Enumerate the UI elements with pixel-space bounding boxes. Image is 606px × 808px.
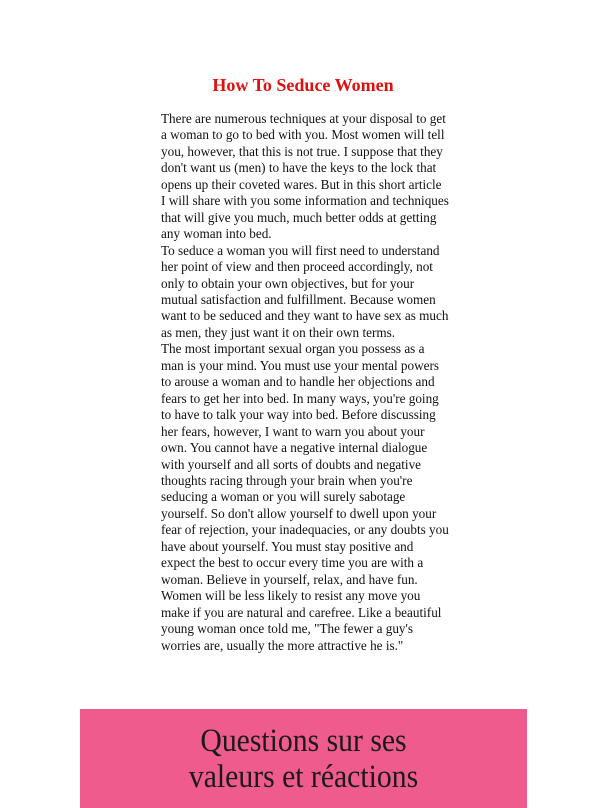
article-body — [161, 111, 449, 654]
article-title: How To Seduce Women — [212, 75, 394, 95]
article-paragraph: The most important sexual organ you possess as a man is your mind. You must use your mental powers to arouse a woman and to handle her objections and fears to get her into bed. In many ways, you're going to have to talk your way into bed. Before discussing her fears, however, I want to warn you about your own. You cannot have a negative internal dialogue with yourself and all sorts of doubts and negative thoughts racing through your brain when you're seducing a woman or you will surely sabotage yourself. So don't allow yourself to dwell upon your fear of rejection, your inadequacies, or any doubts you have about yourself. You must stay positive and expect the best to occur every time you are with a woman. Believe in yourself, relax, and have fun. Women will be less likely to resist any move you make if you are natural and carefree. Like a beautiful young woman once told me, "The fewer a guy's worries are, usually the more attractive he is." — [161, 341, 449, 653]
article-paragraph: To seduce a woman you will first need to understand her point of view and then proceed accordingly, not only to obtain your own objectives, but for your mutual satisfaction and fulfillment. Because women want to be seduced and they want to have sex as much as men, they just want it on their own terms. — [161, 242, 449, 340]
banner-line-1: Questions sur ses — [200, 723, 407, 759]
banner-caption — [102, 723, 504, 795]
caption-banner — [80, 709, 527, 808]
banner-line-2: valeurs et réactions — [188, 759, 419, 795]
article-paragraph: There are numerous techniques at your disposal to get a woman to go to bed with you. Most women will tell you, however, that this is not true. I suppose that they don't want us (men) to have the keys to the lock that opens up their coveted wares. But in this short article I will share with you some information and techniques that will give you much, much better odds at getting any woman into bed. — [161, 111, 449, 242]
